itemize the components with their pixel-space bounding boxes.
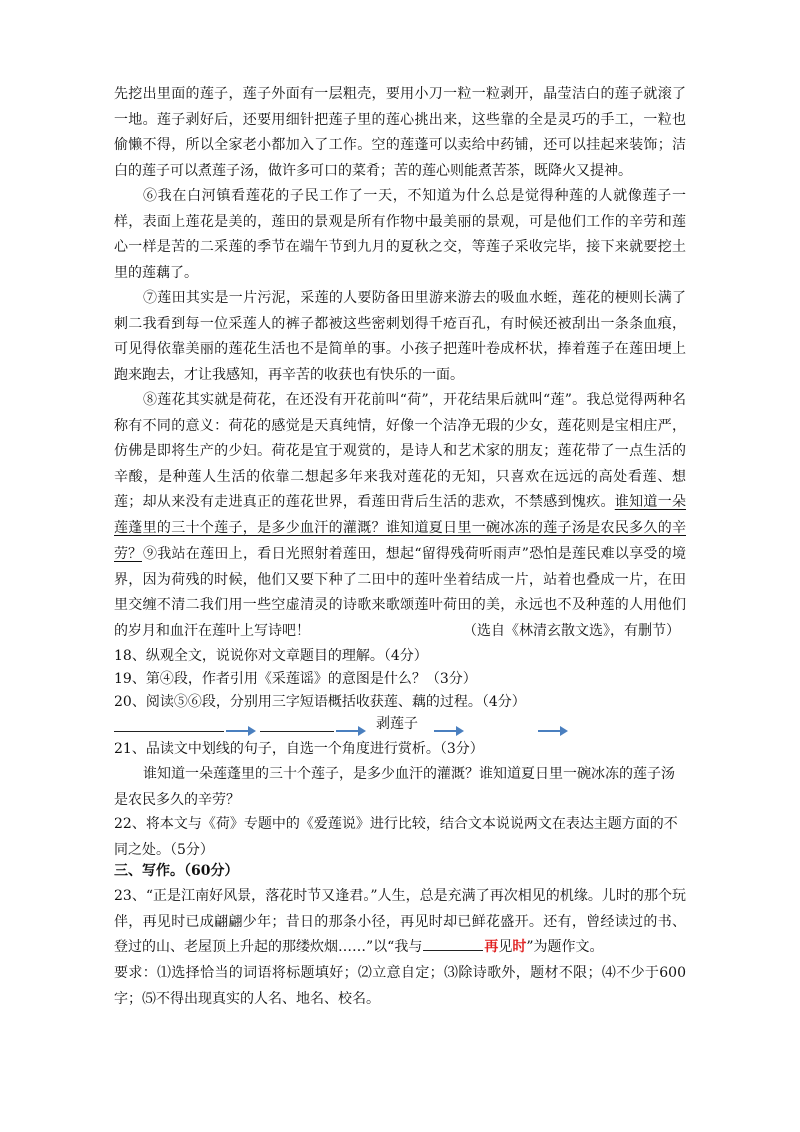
title-blank[interactable] <box>423 936 483 951</box>
answer-given-step: 剥莲子 <box>376 716 418 732</box>
section-heading-writing: 三、写作。（60分） <box>114 863 239 879</box>
question-20: 20、阅读⑤⑥段，分别用三字短语概括收获莲、藕的过程。（4分） <box>114 694 526 710</box>
answer-chain <box>114 712 686 738</box>
passage-paragraph-8 <box>114 388 686 567</box>
title-word-zai: 再 <box>484 939 499 956</box>
arrow-right-icon <box>538 724 568 738</box>
question-21: 21、品读文中划线的句子，自选一个角度进行赏析。（3分） <box>114 741 484 757</box>
passage-paragraph-continued: 先挖出里面的莲子，莲子外面有一层粗壳，要用小刀一粒一粒剥开，晶莹洁白的莲子就滚了一地。莲子剥好后，还要用细针把莲子里的莲心挑出来，这些靠的全是灵巧的手工，一粒也偷懒不得，所以全家老小都加入了工作。空的莲蓬可以卖给中药铺，还可以挂起来装饰；洁白的莲子可以煮莲子汤，做许多可口的菜肴；苦的莲心则能煮苦茶，既降火又提神。 <box>114 86 686 179</box>
underlined-sentence: 谁知道一朵莲蓬里的三十个莲子，是多少血汗的灌溉？谁知道夏日里一碗冰冻的莲子汤是农民多久的辛劳？ <box>114 494 687 562</box>
question-22: 22、将本文与《荷》专题中的《爱莲说》进行比较，结合文本说说两文在表达主题方面的不同之处。（5分） <box>114 816 678 858</box>
passage-paragraph-7: ⑦莲田其实是一片污泥，采莲的人要防备田里游来游去的吸血水蛭，莲花的梗则长满了刺二我看到每一位采莲人的裤子都被这些密刺划得千疮百孔，有时候还被刮出一条条血痕，可见得依靠美丽的莲花生活也不是简单的事。小孩子把莲叶卷成杯状，捧着莲子在莲田埂上跑来跑去，才让我感知，再辛苦的收获也有快乐的一面。 <box>114 290 686 383</box>
arrow-right-icon <box>434 724 464 738</box>
answer-blank-2[interactable] <box>260 731 334 732</box>
question-23 <box>114 884 686 961</box>
question-18: 18、纵观全文，说说你对文章题目的理解。（4分） <box>114 648 428 664</box>
arrow-right-icon <box>336 724 366 738</box>
title-word-shi: 时 <box>512 939 527 956</box>
question-19: 19、第④段，作者引用《采莲谣》的意图是什么？（3分） <box>114 671 477 687</box>
title-word-jian: 见 <box>498 939 513 956</box>
passage-paragraph-9: ⑨我站在莲田上，看日光照射着莲田，想起“留得残荷听雨声”恐怕是莲民难以享受的境界，因为荷残的时候，他们又要下种了二田中的莲叶坐着结成一片，站着也叠成一片，在田里交缠不清二我们用一些空虚清灵的诗歌来歌颂莲叶荷田的美，永远也不及种莲的人用他们的岁月和血汗在莲叶上写诗吧！ <box>114 546 686 639</box>
question-23-prompt: 23、“正是江南好风景，落花时节又逢君。”人生，总是充满了再次相见的机缘。儿时的那个玩伴，再见时已成翩翩少年；昔日的那条小径，再见时却已鲜花盛开。还有，曾经读过的书、登过的山、老屋顶上升起的那缕炊烟……”以“我与 <box>114 888 686 956</box>
writing-requirements: 要求：⑴选择恰当的词语将标题填好；⑵立意自定；⑶除诗歌外，题材不限；⑷不少于600字；⑸不得出现真实的人名、地名、校名。 <box>114 965 686 1007</box>
question-21-quote: 谁知道一朵莲蓬里的三十个莲子，是多少血汗的灌溉？谁知道夏日里一碗冰冻的莲子汤是农民多久的辛劳？ <box>114 766 675 808</box>
arrow-right-icon <box>226 724 256 738</box>
answer-blank-1[interactable] <box>114 731 224 732</box>
question-23-tail: ”为题作文。 <box>526 939 604 956</box>
passage-paragraph-6: ⑥我在白河镇看莲花的子民工作了一天，不知道为什么总是觉得种莲的人就像莲子一样，表面上莲花是美的，莲田的景观是所有作物中最美丽的景观，可是他们工作的辛劳和莲心一样是苦的二采莲的季节在端午节到九月的夏秋之交，等莲子采收完毕，接下来就要挖土里的莲藕了。 <box>114 188 686 281</box>
paragraph-8-text: ⑧莲花其实就是荷花，在还没有开花前叫“荷”，开花结果后就叫“莲”。我总觉得两种名称有不同的意义：荷花的感觉是天真纯情，好像一个洁净无瑕的少女，莲花则是宝相庄严，仿佛是即将生产的少妇。荷花是宜于观赏的，是诗人和艺术家的朋友；莲花带了一点生活的辛酸，是种莲人生活的依靠二想起多年来我对莲花的无知，只喜欢在远远的高处看莲、想莲；却从来没有走进真正的莲花世界，看莲田背后生活的悲欢，不禁感到愧疚。 <box>114 392 686 511</box>
passage-source: （选自《林清玄散文选》，有删节） <box>463 623 680 639</box>
